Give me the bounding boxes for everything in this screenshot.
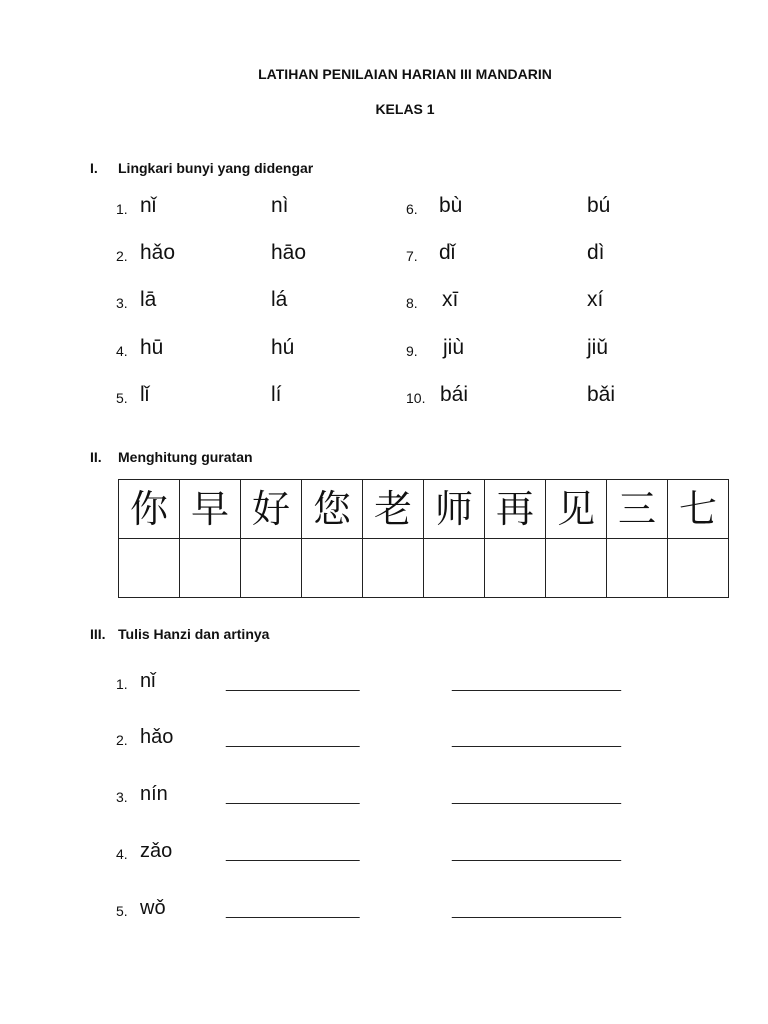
pinyin-option-b[interactable]: nì <box>271 194 289 217</box>
item-number: 2. <box>116 248 128 264</box>
hanzi-row <box>119 480 729 539</box>
meaning-blank[interactable]: ___________________ <box>452 675 622 692</box>
pinyin-option-a[interactable]: xī <box>442 288 459 311</box>
hanzi-blank[interactable]: _______________ <box>226 731 360 748</box>
item-number: 1. <box>116 676 128 692</box>
item-number: 7. <box>406 248 418 264</box>
stroke-answer-cell[interactable] <box>668 539 729 598</box>
hanzi-cell: 老 <box>363 480 424 539</box>
item-number: 1. <box>116 201 128 217</box>
hanzi-cell: 师 <box>424 480 485 539</box>
meaning-blank[interactable]: ___________________ <box>452 902 622 919</box>
pinyin-option-a[interactable]: lǐ <box>140 383 150 406</box>
stroke-answer-cell[interactable] <box>424 539 485 598</box>
hanzi-cell: 您 <box>302 480 363 539</box>
section-3-title: Tulis Hanzi dan artinya <box>118 626 270 642</box>
pinyin-option-a[interactable]: bù <box>439 194 463 217</box>
pinyin-option-b[interactable]: hāo <box>271 241 307 264</box>
item-number: 9. <box>406 343 418 359</box>
pinyin-option-a[interactable]: bái <box>440 383 469 406</box>
answer-row <box>119 539 729 598</box>
item-number: 3. <box>116 789 128 805</box>
item-number: 3. <box>116 295 128 311</box>
meaning-blank[interactable]: ___________________ <box>452 731 622 748</box>
meaning-blank[interactable]: ___________________ <box>452 845 622 862</box>
pinyin-option-a[interactable]: dǐ <box>439 241 456 264</box>
hanzi-cell: 早 <box>180 480 241 539</box>
pinyin-option-b[interactable]: lá <box>271 288 288 311</box>
pinyin-prompt: nín <box>140 783 168 805</box>
item-number: 4. <box>116 343 128 359</box>
section-1-title: Lingkari bunyi yang didengar <box>118 160 314 176</box>
section-3-number: III. <box>90 626 106 642</box>
pinyin-option-b[interactable]: lí <box>271 383 282 406</box>
hanzi-cell: 好 <box>241 480 302 539</box>
hanzi-cell: 见 <box>546 480 607 539</box>
pinyin-prompt: zǎo <box>140 840 173 862</box>
hanzi-cell: 再 <box>485 480 546 539</box>
hanzi-cell: 七 <box>668 480 729 539</box>
meaning-blank[interactable]: ___________________ <box>452 788 622 805</box>
stroke-answer-cell[interactable] <box>302 539 363 598</box>
pinyin-option-b[interactable]: hú <box>271 336 295 359</box>
stroke-answer-cell[interactable] <box>485 539 546 598</box>
section-2-number: II. <box>90 449 102 465</box>
page-title: LATIHAN PENILAIAN HARIAN III MANDARIN <box>258 66 552 82</box>
pinyin-option-a[interactable]: lā <box>140 288 157 311</box>
hanzi-blank[interactable]: _______________ <box>226 788 360 805</box>
stroke-answer-cell[interactable] <box>119 539 180 598</box>
stroke-answer-cell[interactable] <box>607 539 668 598</box>
stroke-answer-cell[interactable] <box>546 539 607 598</box>
item-number: 6. <box>406 201 418 217</box>
pinyin-prompt: hǎo <box>140 726 174 748</box>
class-label: KELAS 1 <box>375 101 435 117</box>
hanzi-cell: 三 <box>607 480 668 539</box>
item-number: 10. <box>406 390 426 406</box>
pinyin-option-a[interactable]: hū <box>140 336 164 359</box>
pinyin-prompt: nǐ <box>140 670 156 692</box>
item-number: 8. <box>406 295 418 311</box>
item-number: 5. <box>116 390 128 406</box>
hanzi-blank[interactable]: _______________ <box>226 845 360 862</box>
stroke-answer-cell[interactable] <box>363 539 424 598</box>
pinyin-option-b[interactable]: bú <box>587 194 611 217</box>
hanzi-blank[interactable]: _______________ <box>226 902 360 919</box>
pinyin-option-b[interactable]: dì <box>587 241 605 264</box>
item-number: 5. <box>116 903 128 919</box>
pinyin-option-a[interactable]: jiù <box>443 336 465 359</box>
pinyin-option-a[interactable]: nǐ <box>140 194 157 217</box>
item-number: 2. <box>116 732 128 748</box>
pinyin-option-a[interactable]: hǎo <box>140 241 176 264</box>
section-1-number: I. <box>90 160 98 176</box>
hanzi-cell: 你 <box>119 480 180 539</box>
pinyin-option-b[interactable]: xí <box>587 288 604 311</box>
hanzi-blank[interactable]: _______________ <box>226 675 360 692</box>
stroke-answer-cell[interactable] <box>241 539 302 598</box>
pinyin-option-b[interactable]: jiǔ <box>587 336 609 359</box>
section-2-title: Menghitung guratan <box>118 449 253 465</box>
stroke-count-table <box>118 479 729 598</box>
pinyin-prompt: wǒ <box>140 897 166 919</box>
stroke-answer-cell[interactable] <box>180 539 241 598</box>
item-number: 4. <box>116 846 128 862</box>
pinyin-option-b[interactable]: bǎi <box>587 383 616 406</box>
